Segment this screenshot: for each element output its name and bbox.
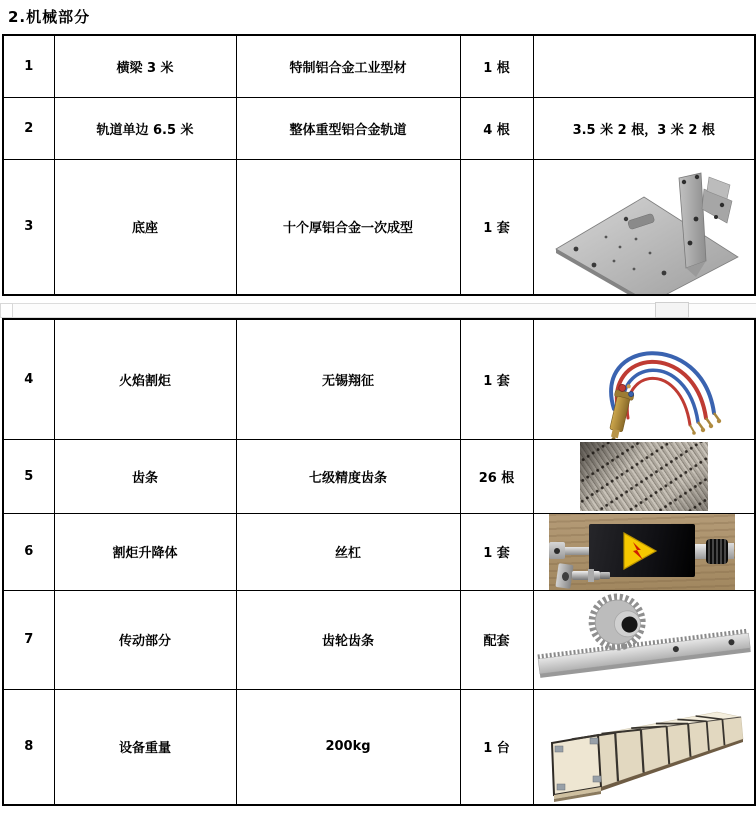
cell-no: 4 (3, 319, 54, 439)
section-title: 2.机械部分 (8, 8, 91, 26)
base-plate-photo (546, 161, 746, 295)
cell-name: 火焰割炬 (54, 319, 236, 439)
cell-note (533, 35, 755, 97)
cell-no: 5 (3, 439, 54, 513)
gear-rack-photo (536, 592, 752, 689)
cell-desc: 丝杠 (236, 513, 460, 590)
cutting-torch-photo (562, 321, 732, 439)
table-row (3, 590, 755, 689)
table-split-band (0, 303, 756, 318)
table-row (3, 319, 755, 439)
warning-triangle-icon (623, 532, 659, 570)
cell-qty: 1 套 (460, 159, 533, 295)
clamp-cylinder (572, 571, 600, 580)
table-split-left-mark (0, 303, 13, 318)
lifter-clevis-hole (554, 548, 560, 554)
torch-lifter-photo (549, 514, 735, 591)
racks-bundle-photo (580, 442, 708, 511)
cell-name: 传动部分 (54, 590, 236, 689)
cell-qty: 1 套 (460, 319, 533, 439)
wooden-crate-photo (544, 691, 749, 805)
cell-desc: 十个厚铝合金一次成型 (236, 159, 460, 295)
cell-no: 2 (3, 97, 54, 159)
table-split-handle (655, 302, 689, 318)
racks-shade-layer (580, 442, 708, 511)
cell-no: 6 (3, 513, 54, 590)
table-row (3, 689, 755, 805)
table-row (3, 439, 755, 513)
table-row (3, 159, 755, 295)
cell-name: 割炬升降体 (54, 513, 236, 590)
cell-qty: 1 根 (460, 35, 533, 97)
table-row (3, 97, 755, 159)
cell-name: 轨道单边 6.5 米 (54, 97, 236, 159)
clamp-hole (562, 572, 569, 581)
cell-name: 底座 (54, 159, 236, 295)
lifter-sleeve (695, 544, 706, 559)
lifter-end-cap (728, 543, 734, 559)
cell-no: 7 (3, 590, 54, 689)
parts-table-lower (2, 318, 756, 806)
parts-table-upper (2, 34, 756, 296)
cell-desc: 特制铝合金工业型材 (236, 35, 460, 97)
cell-qty: 4 根 (460, 97, 533, 159)
lifter-knurled-knob (706, 539, 728, 564)
cell-qty: 配套 (460, 590, 533, 689)
clamp-tip (600, 572, 610, 579)
cell-name: 横梁 3 米 (54, 35, 236, 97)
cell-name: 设备重量 (54, 689, 236, 805)
table-row (3, 513, 755, 590)
cell-note: 3.5 米 2 根，3 米 2 根 (533, 97, 755, 159)
cell-photo (533, 439, 755, 513)
cell-no: 3 (3, 159, 54, 295)
cell-qty: 1 套 (460, 513, 533, 590)
cell-desc: 200kg (236, 689, 460, 805)
cell-photo (533, 689, 755, 805)
cell-photo (533, 159, 755, 295)
cell-photo (533, 590, 755, 689)
cell-no: 8 (3, 689, 54, 805)
cell-desc: 整体重型铝合金轨道 (236, 97, 460, 159)
cell-photo (533, 319, 755, 439)
cell-photo (533, 513, 755, 590)
cell-desc: 齿轮齿条 (236, 590, 460, 689)
lifter-black-box (589, 524, 695, 577)
cell-qty: 1 台 (460, 689, 533, 805)
cell-no: 1 (3, 35, 54, 97)
cell-desc: 无锡翔征 (236, 319, 460, 439)
clamp-collar (588, 569, 594, 582)
cell-name: 齿条 (54, 439, 236, 513)
table-row (3, 35, 755, 97)
cell-desc: 七级精度齿条 (236, 439, 460, 513)
cell-qty: 26 根 (460, 439, 533, 513)
